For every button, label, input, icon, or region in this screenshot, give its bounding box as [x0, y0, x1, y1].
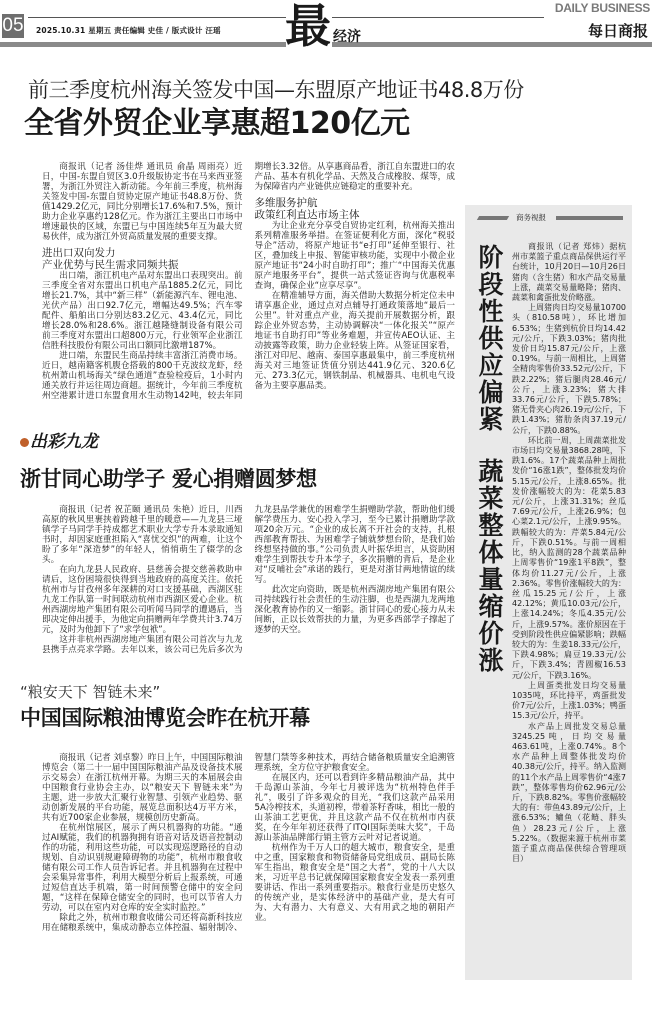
header-rule	[332, 17, 544, 18]
section-mark: 最	[285, 0, 331, 53]
dateline: 2025.10.31 星期五 责任编辑 史佳 / 版式设计 汪瑶	[36, 26, 221, 35]
subheading: 产业优势与民生需求同频共振	[42, 259, 179, 271]
article1-body	[42, 162, 455, 401]
article2-headline: 浙甘同心助学子 爱心捐赠圆梦想	[20, 467, 317, 491]
paragraph: 水产品上周批发交易总量3245.25吨，日均交易量463.61吨，上涨0.74%。8个水产品种上周整体批发均价40.38元/公斤，持平。纳入监测的11个水产品上周零售价“4涨7跌”，整体零售均价62.96元/公斤，下跌8.82%。零售价涨幅较大的有：带鱼43.89元/公斤，上涨6.53%；鳙鱼（花鲢、胖头鱼）28.23元/公斤，上涨5.22%。（数据来源于杭州市菜篮子重点商品保供综合管理项目）	[512, 721, 626, 864]
paragraph: 在向九龙县人民政府、县慈善会提交慈善救助申请后，这份困境很快得到当地政府的高度关注。依托杭州市与甘孜州多年深耕的对口支援基础，西湖区驻九龙工作队第一时间联动杭州市西湖区爱心企业。杭州西湖房地产集团有限公司听闻马同学的遭遇后，当即决定伸出援手，为他定向捐赠两年学费共计3.74万元，及时为他卸下了“求学包袱”。	[42, 565, 243, 635]
paragraph: 除此之外，杭州市粮食收储公司还将高新科技应用在储粮系统中，集成动静态立体控温、辐射制冷、智慧门禁等多种技术，再结合储备粮质量安全追溯管理系统，全方位守护粮食安全。	[42, 753, 455, 933]
paragraph: 上周蛋类批发日均交易量1035吨，环比持平，鸡蛋批发价7元/公斤，上涨1.03%；鸭蛋15.3元/公斤，持平。	[512, 680, 626, 721]
headline-part: 阶段性供应偏紧	[475, 244, 504, 433]
paragraph: 商报讯（记者 汤佳烨 通讯员 俞晶 周雨亮）近日，中国-东盟自贸区3.0升级版协定书在马来西亚签署，为浙江外贸注入新动能。今年前三季度，杭州海关签发中国-东盟自贸协定原产地证书48.8万份、货值1429.2亿元，同比分别增长17.6%和7.5%，预计助力企业享惠约128亿元。作为浙江主要出口市场中增速最快的区域，东盟已与中国连续5年互为最大贸易伙伴，成为浙江外贸高质量发展的重要支撑。	[42, 162, 243, 242]
subheading: 政策红利直达市场主体	[254, 209, 360, 221]
paragraph: 此次定向资助，既是杭州西湖房地产集团有限公司持续践行社会责任的生动注脚，也是西湖九龙两地深化教育协作的又一缩影。浙甘同心的爱心接力从未间断，正以长效帮扶的力量，为更多西部学子撑起了逐梦的天空。	[254, 585, 455, 635]
sidebar-body	[512, 242, 626, 864]
headline-part: 蔬菜整体量缩价涨	[475, 458, 504, 674]
header-rule	[28, 17, 286, 18]
paragraph: 商报讯（记者 祝芷颐 通讯员 朱艳）近日，川西高原的秋风里裹挟着跨越千里的暖意——九龙县三垭镇学子马同学手持成都艺术职业大学专升本录取通知书时，却因家庭重担陷入“喜忧交织”的两难，让这个盼了多年“深造梦”的年轻人，悄悄萌生了辍学的念头。	[42, 505, 243, 565]
article2-body	[42, 505, 455, 655]
column-logo	[20, 431, 456, 453]
paragraph: 这并非杭州西湖房地产集团有限公司首次与九龙县携手点亮求学路。去年以来，该公司已先后多次为九龙县品学兼优的困难学生捐赠助学款，帮助他们缓解学费压力、安心投入学习，至今已累计捐赠助学款项20余万元。“企业的成长离不开社会的支持，扎根西部教育帮扶、为困难学子铺就梦想台阶，是我们始终想坚持做的事。”公司负责人叶振华坦言，从资助困难学生到帮扶专升本学子，多次捐赠的背后，是企业对“反哺社会”承诺的践行，更是对浙甘两地情谊的续写。	[42, 505, 455, 655]
article3-body	[42, 753, 455, 933]
paragraph: 在杭州馆展区，展示了两只机器狗的功能。“通过AI赋能，我们的机器狗拥有语音对话及语音控制动作的功能，利用这些功能，可以实现巡逻路径的自动规划、自动识别规避障碍物的功能”，杭州市粮食收储有限公司工作人员告诉记者。并且机器狗在过程中会采集异常事件，利用大模型分析后上报系统，可通过短信直达手机端，第一时间预警仓储中的安全问题，“这样在保障仓储安全的同时，也可以节省人力劳动，可以在室内对仓库的安全实时监控。”	[42, 823, 243, 913]
page-number: 05	[2, 15, 24, 36]
tag-label: 商务视报	[516, 213, 546, 222]
section-title: 经济	[333, 29, 361, 45]
paragraph: 出口端，浙江机电产品对东盟出口表现突出。前三季度全省对东盟出口机电产品1885.2亿元，同比增长21.7%，其中“新三样”（新能源汽车、锂电池、光伏产品）出口92.7亿元，增幅达49.5%；汽车零配件、船舶出口分别达83.2亿元、43.4亿元，同比增长28.0%和28.6%。浙江越隆缝制设备有限公司前三季度对东盟出口超800万元，行业领军企业浙江信胜科技股份有限公司出口额同比激增187%。	[42, 271, 243, 351]
sidebar-tag	[478, 212, 623, 224]
brand-chinese: 每日商报	[587, 22, 648, 40]
header-bar	[332, 42, 652, 47]
article1-kicker: 前三季度杭州海关签发中国—东盟原产地证书48.8万份	[28, 78, 524, 102]
paragraph: 进口端，东盟民生商品持续丰富浙江消费市场。近日，越南籍客机腹仓搭载的800千克波纹龙虾，经杭州萧山机场海关“绿色通道”查验检疫后，1小时内通关放行并运往周边商超。据统计，今年前三季度杭州空港累计进口东盟食用水生动物142吨，较去年同期增长3.32倍。从享惠商品看，浙江自东盟进口的农产品、基本有机化学品、天然及合成橡胶、煤等，成为保障省内产业链供应链稳定的重要补充。	[42, 162, 455, 401]
sidebar-headline-2	[474, 458, 504, 674]
header-bar	[0, 42, 286, 47]
tag-bar	[556, 216, 623, 220]
paragraph: 杭州作为千万人口的超大城市，粮食安全，是重中之重，国家粮食和物资储备局党组成员、副局长陈军生指出，粮食安全是“国之大者”，党的十八大以来，习近平总书记就保障国家粮食安全发表一系列重要讲话、作出一系列重要指示。粮食行业是历史悠久的传统产业，是实体经济中的基础产业，是大有可为、大有潜力、大有意义、大有用武之地的朝阳产业。	[254, 843, 455, 923]
subheading: 多维服务护航	[254, 197, 318, 209]
subheading: 进出口双向发力	[42, 247, 116, 259]
logo-text: 出彩九龙	[30, 432, 98, 452]
sun-icon	[20, 438, 29, 447]
paragraph: 环比前一周，上周蔬菜批发市场日均交易量3868.28吨，下跌1.6%。17个蔬菜品种上周批发价“16涨1跌”，整体批发均价5.15元/公斤，上涨8.65%。批发价涨幅较大的为：花菜5.83元/公斤，上涨31.31%；丝瓜7.69元/公斤，上涨26.9%；包心菜2.1元/公斤，上涨9.95%。跌幅较大的为：芹菜5.84元/公斤，下跌0.51%。与前一周相比，纳入监测的28个蔬菜品种上周零售价“19涨1平8跌”，整体均价11.27元/公斤，上涨2.36%。零售价涨幅较大的为：丝瓜15.25元/公斤，上涨42.12%；黄瓜10.03元/公斤，上涨14.24%；冬瓜4.35元/公斤，上涨9.57%。涨价原因在于受到阶段性供应偏紧影响；跌幅较大的为：生姜18.33元/公斤，下跌4.98%；扁豆19.33元/公斤，下跌3.4%；青圆椒16.53元/公斤，下跌3.16%。	[512, 435, 626, 680]
article1-headline: 全省外贸企业享惠超120亿元	[24, 106, 410, 141]
article3-kicker: “粮安天下 智链未来”	[20, 683, 161, 701]
tag-bar	[477, 216, 509, 220]
article3-headline: 中国国际粮油博览会昨在杭开幕	[20, 706, 310, 730]
paragraph: 在展区内，还可以看到许多精品粮油产品，其中千岛源山茶油，今年七月被评选为“杭州特色伴手礼”，吸引了许多观众的目光，“我们这款产品采用5A冷榨技术，头道初榨，带着茶籽香味，相比一般的山茶油工艺更优，并且这款产品不仅在杭州市内获奖，在今年年初还获得了ITQI国际美味大奖”，千岛源山茶油品牌部行销主管方云叶对记者说道。	[254, 773, 455, 843]
paragraph: 在精准辅导方面，海关借助大数据分析定位未申请享惠企业，通过点对点辅导打通政策落地“最后一公里”。针对重点产业，海关提前开展数据分析，跟踪企业外贸态势，主动协调解决“一体化报关”“原产地证书自助打印”等业务难题，并宣传AEO认证、主动披露等政策，助力企业轻装上阵。从签证国家看，浙江对印尼、越南、泰国享惠最集中，前三季度杭州海关对三地签证货值分别达441.9亿元、320.6亿元、273.3亿元，钢铁制品、机械器具、电机电气设备为主要享惠品类。	[254, 291, 455, 391]
paragraph: 上周猪肉日均交易量10700头（810.58吨），环比增加6.53%；生猪到杭价日均14.42元/公斤，下跌3.03%；猪肉批发价日均15.87元/公斤，上涨0.19%。与前一周相比，上周猪全精肉零售价33.52元/公斤，下跌2.22%；猪后腿肉28.46元/公斤，上涨3.23%；猪大排33.76元/公斤，下跌5.78%；猪无骨夹心肉26.19元/公斤，下跌1.43%；猪肋条肉37.19元/公斤，下跌0.88%。	[512, 303, 626, 435]
paragraph: 商报讯（记者 郑炜）据杭州市菜篮子重点商品保供运行平台统计，10月20日—10月26日猪肉（含生猪）和水产品交易量上涨，蔬菜交易量略降；猪肉、蔬菜和禽蛋批发价略涨。	[512, 242, 626, 303]
paragraph: 为让企业充分享受自贸协定红利，杭州海关推出系列精准服务举措。在签证便利化方面，深化“税驳导企”活动，将原产地证书“e打印”延伸至银行、社区，叠加线上申报、智能审核功能，实现中小微企业原产地证书“24小时自助打印”；推广“中国海关优惠原产地服务平台”，提供一站式签证咨询与优惠税率查询，确保企业“应享尽享”。	[254, 221, 455, 291]
paragraph: 商报讯（记者 刘卓黎）昨日上午，中国国际粮油博览会（第二十一届中国国际粮油产品及设备技术展示交易会）在浙江杭州开幕。为期三天的本届展会由中国粮食行业协会主办，以“粮安天下 智链未来”为主题，进一步放大汇聚行业智慧、引领产业趋势、驱动创新发展的平台功能，展览总面积达4万平方米，共有近700家企业参展，规模创历史新高。	[42, 753, 243, 823]
sidebar-headline	[474, 244, 504, 433]
brand-english: DAILY BUSINESS	[554, 1, 650, 15]
